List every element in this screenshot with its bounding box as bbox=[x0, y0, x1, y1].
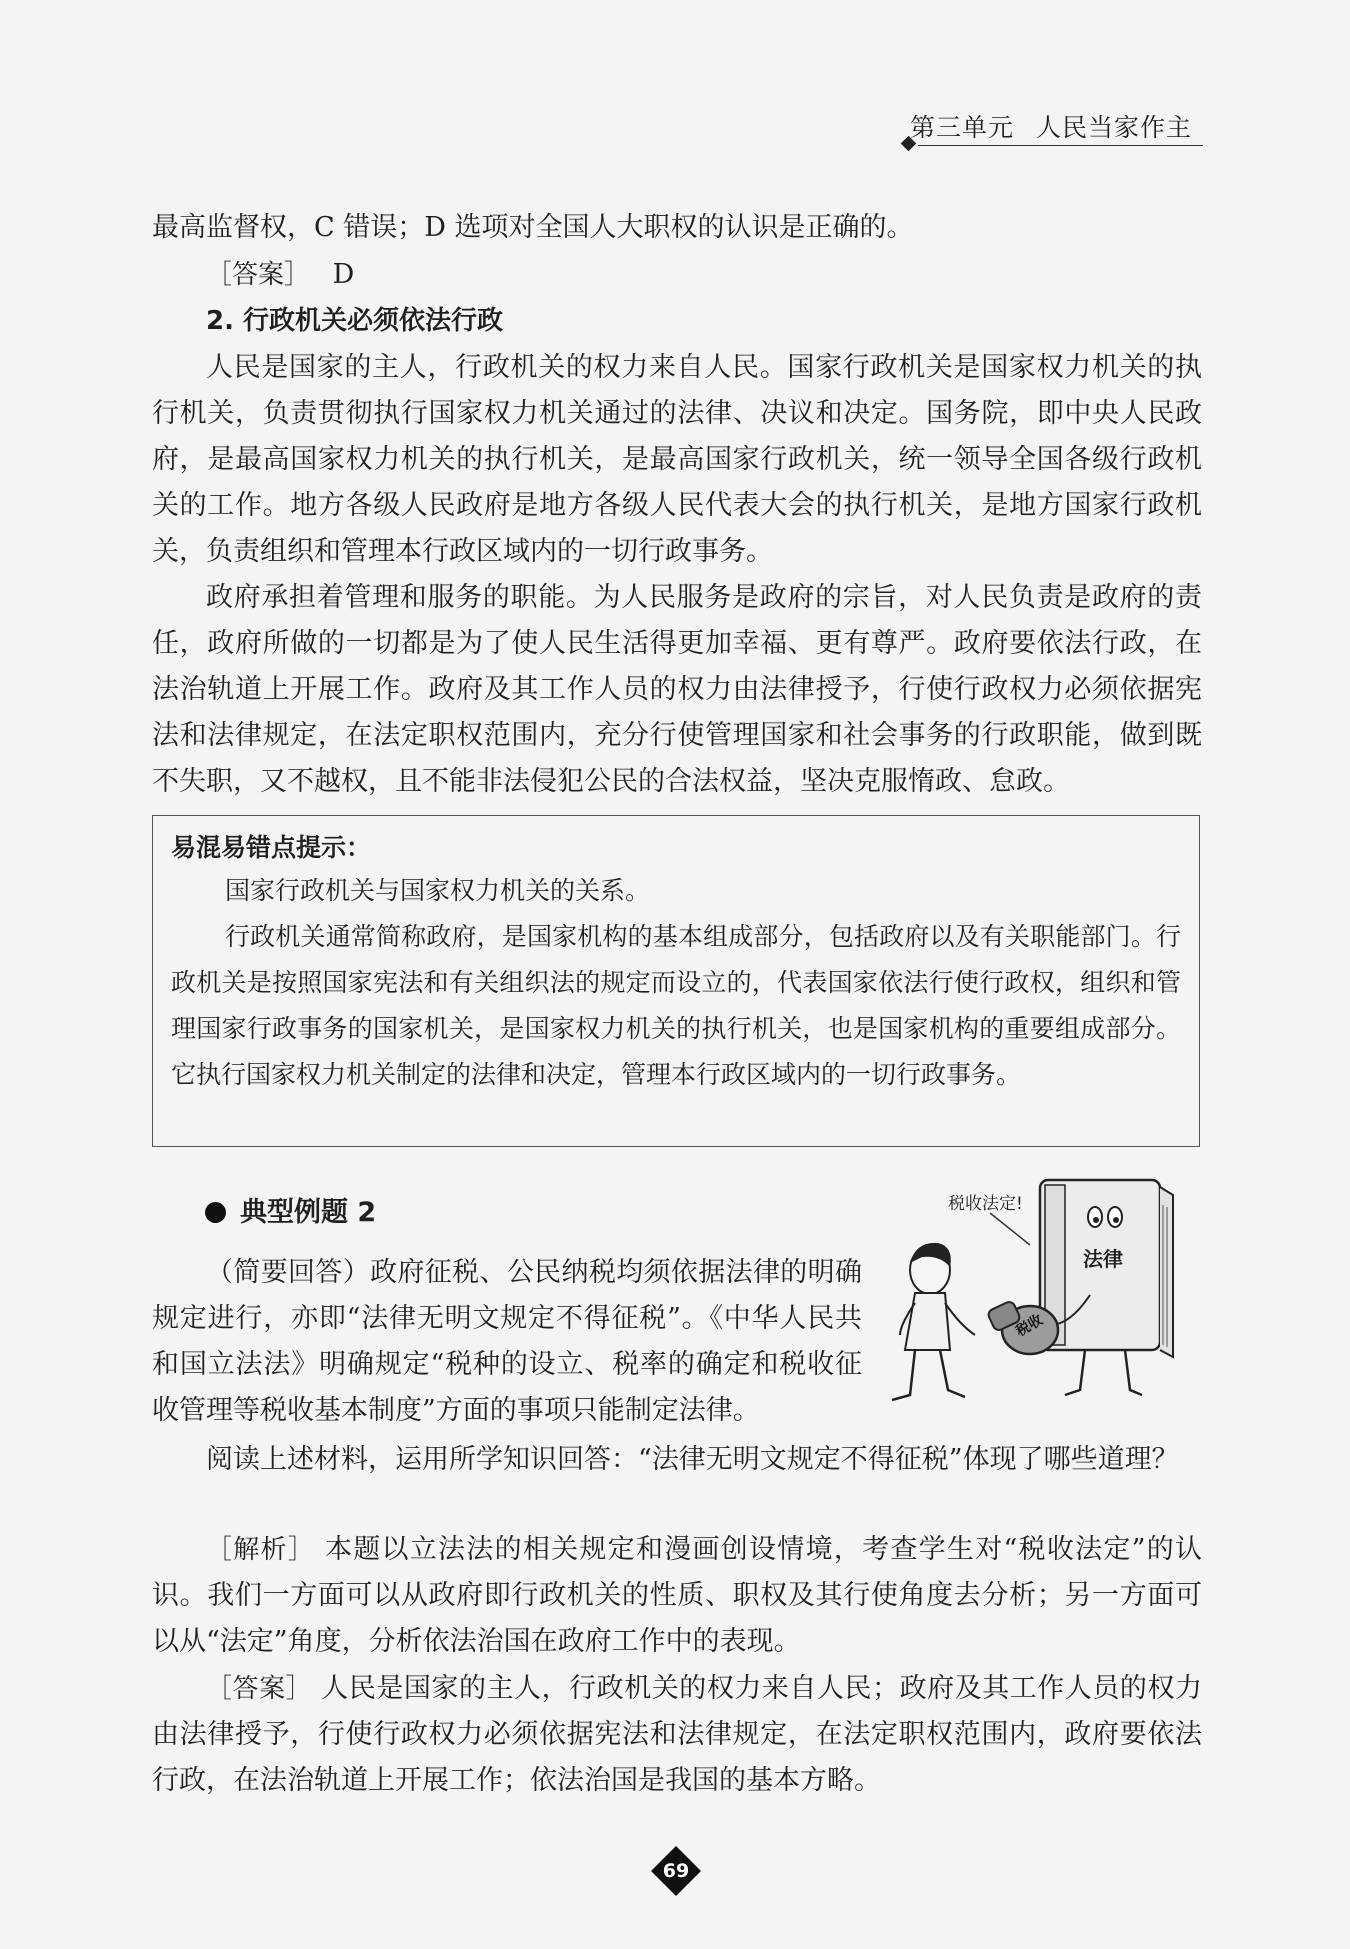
continuation-text: 最高监督权，C 错误；D 选项对全国人大职权的认识是正确的。 bbox=[152, 212, 914, 243]
stamp-label: 税收 bbox=[1013, 1311, 1046, 1340]
example-title: 典型例题 2 bbox=[240, 1197, 377, 1228]
tip-title: 易混易错点提示： bbox=[171, 833, 372, 862]
bullet-dot-icon bbox=[205, 1202, 226, 1223]
book-label: 法律 bbox=[1083, 1247, 1123, 1271]
header-rule bbox=[918, 145, 1203, 146]
answer-line-1 bbox=[206, 254, 354, 291]
tip-body: 行政机关通常简称政府，是国家机构的基本组成部分，包括政府以及有关职能部门。行政机关是按照国家宪法和有关组织法的规定而设立的，代表国家依法行使行政权，组织和管理国家行政事务的国家机关，是国家权力机关的执行机关，也是国家机构的重要组成部分。它执行国家权力机关制定的法律和决定，管理本行政区域内的一切行政事务。 bbox=[171, 922, 1181, 1089]
unit-topic: 人民当家作主 bbox=[1036, 113, 1193, 142]
answer-text: 人民是国家的主人，行政机关的权力来自人民；政府及其工作人员的权力由法律授予，行使行政权力必须依据宪法和法律规定，在法定职权范围内，政府要依法行政，在法治轨道上开展工作；依法治国是我国的基本方略。 bbox=[152, 1673, 1202, 1796]
analysis-text: 本题以立法法的相关规定和漫画创设情境，考查学生对“税收法定”的认识。我们一方面可以从政府即行政机关的性质、职权及其行使角度去分析；另一方面可以从“法定”角度，分析依法治国在政府工作中的表现。 bbox=[152, 1534, 1202, 1657]
section-heading: 2. 行政机关必须依法行政 bbox=[206, 306, 504, 336]
answer-tag: ［答案］ bbox=[206, 260, 311, 290]
cartoon-illustration bbox=[880, 1175, 1200, 1410]
answer-paragraph bbox=[152, 1666, 1202, 1804]
example-question: 阅读上述材料，运用所学知识回答：“法律无明文规定不得征税”体现了哪些道理？ bbox=[206, 1444, 1179, 1475]
cartoon-drawing-icon bbox=[880, 1175, 1200, 1410]
analysis-paragraph bbox=[152, 1527, 1202, 1665]
section-paragraph-2: 政府承担着管理和服务的职能。为人民服务是政府的宗旨，对人民负责是政府的责任，政府所做的一切都是为了使人民生活得更加幸福、更有尊严。政府要依法行政，在法治轨道上开展工作。政府及其工作人员的权力由法律授予，行使行政权力必须依据宪法和法律规定，在法定职权范围内，充分行使管理国家和社会事务的行政职能，做到既不失职，又不越权，且不能非法侵犯公民的合法权益，坚决克服惰政、怠政。 bbox=[152, 582, 1202, 797]
cartoon-caption: 税收法定! bbox=[948, 1194, 1023, 1214]
unit-label: 第三单元 bbox=[910, 113, 1015, 142]
example-material: （简要回答）政府征税、公民纳税均须依据法律的明确规定进行，亦即“法律无明文规定不得征税”。《中华人民共和国立法法》明确规定“税种的设立、税率的确定和税收征收管理等税收基本制度”方面的事项只能制定法律。 bbox=[152, 1257, 862, 1426]
analysis-tag: ［解析］ bbox=[206, 1535, 316, 1565]
tip-line-1: 国家行政机关与国家权力机关的关系。 bbox=[225, 876, 651, 905]
example-heading bbox=[205, 1190, 376, 1229]
answer-value: D bbox=[332, 259, 355, 290]
section-paragraph-1: 人民是国家的主人，行政机关的权力来自人民。国家行政机关是国家权力机关的执行机关，负责贯彻执行国家权力机关通过的法律、决议和决定。国务院，即中央人民政府，是最高国家权力机关的执行机关，是最高国家行政机关，统一领导全国各级行政机关的工作。地方各级人民政府是地方各级人民代表大会的执行机关，是地方国家行政机关，负责组织和管理本行政区域内的一切行政事务。 bbox=[152, 352, 1202, 567]
answer-tag-2: ［答案］ bbox=[206, 1674, 313, 1704]
tip-box bbox=[152, 815, 1200, 1147]
page-number-badge bbox=[650, 1845, 702, 1897]
page-number: 69 bbox=[662, 1860, 690, 1882]
running-header bbox=[910, 108, 1192, 144]
